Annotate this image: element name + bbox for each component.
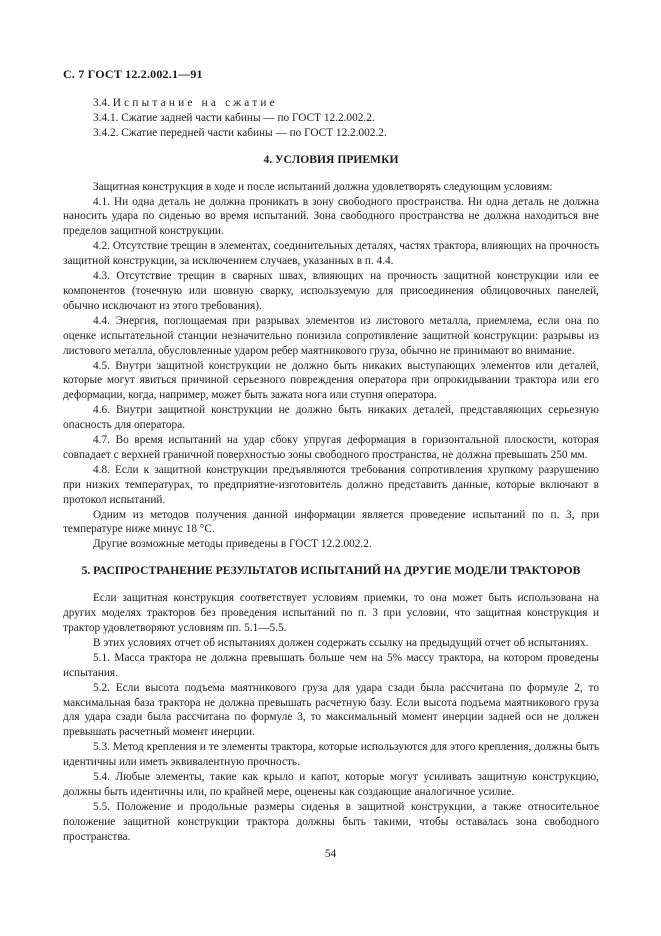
section-5-title: 5. РАСПРОСТРАНЕНИЕ РЕЗУЛЬТАТОВ ИСПЫТАНИЙ НА ДРУГИЕ МОДЕЛИ ТРАКТОРОВ [81, 564, 581, 578]
section-4-intro: Защитная конструкция в ходе и после испытаний должна удовлетворять следующим условиям: [93, 180, 553, 193]
paragraph-5-3: 5.3. Метод крепления и те элементы трактора, которые используются для этого крепления, должны быть идентичны или иметь эквивалентную прочность. [63, 741, 599, 769]
paragraph-5-2: 5.2. Если высота подъема маятникового груза для удара сзади была рассчитана по формуле 2, то максимальная база трактора не должна превышать расчетную базу. Если высота подъема маятникового груза для удара сзади была рассчитана по формуле 3, то максимальный момент инерции задней оси не должен превышать расчетный момент инерции. [63, 681, 599, 739]
paragraph-4-6: 4.6. Внутри защитной конструкции не должно быть никаких деталей, представляющих серьезную опасность для оператора. [63, 404, 599, 432]
section-5-report-note: В этих условиях отчет об испытаниях должен содержать ссылку на предыдущий отчет об испытаниях. [93, 636, 589, 649]
section-5-intro: Если защитная конструкция соответствует условиям приемки, то она может быть использована на других моделях тракторов без проведения испытаний по п. 3 при условии, что защитная конструкция и трактор удовлетворяют условиям пп. 5.1—5.5. [63, 592, 599, 634]
section-4-title: 4. УСЛОВИЯ ПРИЕМКИ [263, 152, 399, 166]
section-heading-spaced: Испытание на сжатие [112, 97, 278, 109]
section-3-4-heading [63, 96, 599, 111]
paragraph-5-5: 5.5. Положение и продольные размеры сиденья в защитной конструкции, а также относительное положение защитной конструкции трактора должны быть такими, чтобы оставалась зона свободного пространства. [63, 800, 599, 843]
paragraph-4-2: 4.2. Отсутствие трещин в элементах, соединительных деталях, частях трактора, влияющих на прочность защитной конструкции, за исключением случаев, указанных в п. 4.4. [63, 240, 599, 268]
paragraph-4-4: 4.4. Энергия, поглощаемая при разрывах элементов из листового металла, приемлема, если она по оценке испытательной станции незначительно понизила сопротивление защитной конструкции: разрывы из листового металла, обусловленные ударом ребер маятникового груза, обычно не принимают во внимание. [63, 314, 599, 357]
paragraph-4-8-method: Одним из методов получения данной информации является проведение испытаний по п. 3, при температуре ниже минус 18 °С. [63, 508, 599, 536]
page-number: 54 [324, 848, 337, 860]
paragraph-3-4-2: 3.4.2. Сжатие передней части кабины — по ГОСТ 12.2.002.2. [93, 126, 387, 139]
running-header: С. 7 ГОСТ 12.2.002.1—91 [63, 67, 203, 81]
paragraph-4-8-other: Другие возможные методы приведены в ГОСТ 12.2.002.2. [93, 538, 372, 551]
paragraph-4-7: 4.7. Во время испытаний на удар сбоку упругая деформация в горизонтальной плоскости, которая совпадает с верхней граничной поверхностью зоны свободного пространства, не должна превышать 250 мм. [63, 434, 599, 461]
paragraph-5-1: 5.1. Масса трактора не должна превышать больше чем на 5% массу трактора, на котором проведены испытания. [63, 651, 599, 679]
paragraph-4-3: 4.3. Отсутствие трещин в сварных швах, влияющих на прочность защитной конструкции или ее компонентов (точечную или шовную сварку, используемую для присоединения облицовочных панелей, обычно исключают из этого требования). [63, 270, 599, 312]
paragraph-3-4-1: 3.4.1. Сжатие задней части кабины — по ГОСТ 12.2.002.2. [93, 111, 375, 124]
paragraph-4-8: 4.8. Если к защитной конструкции предъявляются требования сопротивления хрупкому разрушению при низких температурах, то предприятие-изготовитель должно представить данные, которые включают в протокол испытаний. [63, 463, 599, 506]
section-number: 3.4. [93, 97, 110, 109]
paragraph-5-4: 5.4. Любые элементы, такие как крыло и капот, которые могут усиливать защитную конструкцию, должны быть идентичны или, по крайней мере, оценены как создающие аналогичное усилие. [63, 771, 599, 798]
paragraph-4-5: 4.5. Внутри защитной конструкции не должно быть никаких выступающих элементов или деталей, которые могут явиться причиной серьезного повреждения оператора при опрокидывании трактора или его деформации, когда, например, может быть зажата нога или ступня оператора. [63, 359, 599, 402]
paragraph-4-1: 4.1. Ни одна деталь не должна проникать в зону свободного пространства. Ни одна деталь не должна наносить удара по сиденью во время испытаний. Зона свободного пространства не должна находиться вне пределов защитной конструкции. [63, 195, 599, 238]
page-content [63, 96, 599, 845]
